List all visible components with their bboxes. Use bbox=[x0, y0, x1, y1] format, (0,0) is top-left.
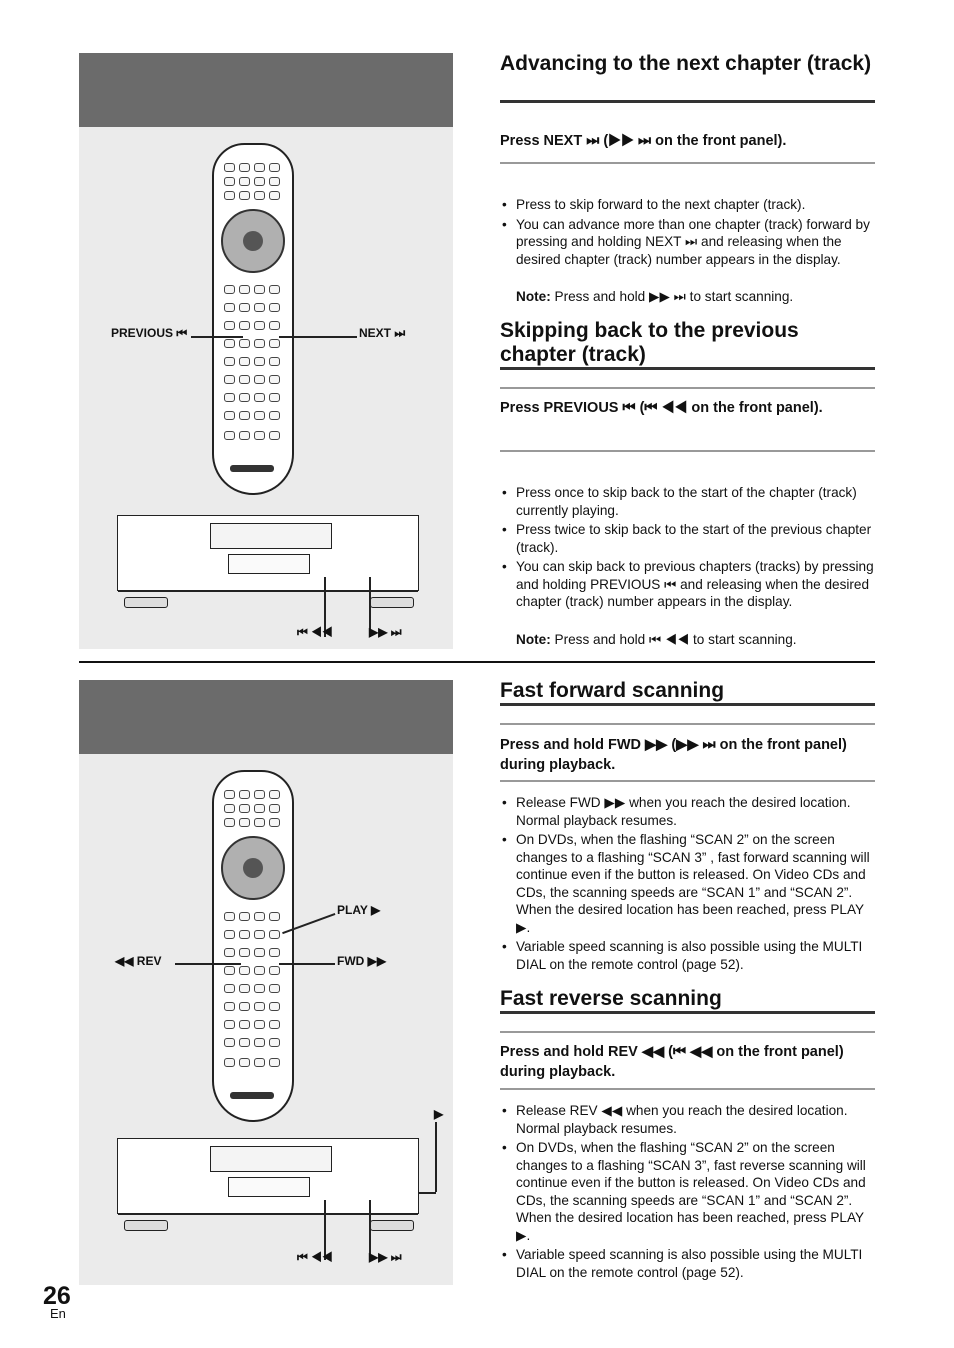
label-front-next: ▶▶ ⏭ bbox=[369, 625, 402, 639]
bullets-fast-reverse bbox=[500, 1102, 875, 1283]
language-code: En bbox=[50, 1306, 66, 1321]
list-item: • On DVDs, when the flashing “SCAN 2” on the screen changes to a flashing “SCAN 3”, fast reverse scanning will continue even if the button is released. On Video CDs and CDs, the scanning speeds are “SCAN 1” and “SCAN 2”. When the desired location has been reached, press PLAY ▶. bbox=[500, 1139, 875, 1244]
label-next: NEXT ⏭ bbox=[359, 326, 406, 340]
section-title-fast-reverse: Fast reverse scanning bbox=[500, 987, 722, 1010]
figure-panel-skip bbox=[79, 53, 453, 649]
list-item: • Variable speed scanning is also possible using the MULTI DIAL on the remote control (page 52). bbox=[500, 938, 875, 973]
list-item: • Press twice to skip back to the start of the previous chapter (track). bbox=[500, 521, 875, 556]
label-fwd: FWD ▶▶ bbox=[337, 954, 387, 968]
page-number: 26 bbox=[43, 1282, 71, 1310]
instruction-fast-reverse: Press and hold REV ◀◀ (⏮ ◀◀ on the front panel) during playback. bbox=[500, 1044, 844, 1080]
dvd-player-illustration bbox=[117, 515, 419, 591]
list-item: • Release FWD ▶▶ when you reach the desired location. Normal playback resumes. bbox=[500, 794, 875, 829]
bullets-next bbox=[500, 196, 875, 270]
section-title-fast-forward: Fast forward scanning bbox=[500, 679, 725, 702]
label-rev: ◀◀ REV bbox=[115, 954, 162, 968]
section-title-next: Advancing to the next chapter (track) bbox=[500, 52, 872, 75]
label-play: PLAY ▶ bbox=[337, 903, 381, 917]
label-previous: PREVIOUS ⏮ bbox=[111, 326, 188, 340]
instruction-fast-forward: Press and hold FWD ▶▶ (▶▶ ⏭ on the front panel) during playback. bbox=[500, 737, 847, 773]
list-item: • Press once to skip back to the start of the chapter (track) currently playing. bbox=[500, 484, 875, 519]
note-next: Note: Press and hold ▶▶ ⏭ to start scanning. bbox=[516, 289, 794, 304]
list-item: • Release REV ◀◀ when you reach the desired location. Normal playback resumes. bbox=[500, 1102, 875, 1137]
brand-logo bbox=[230, 1092, 274, 1099]
section-title-previous: Skipping back to the previous chapter (track) bbox=[500, 319, 799, 366]
instruction-next: Press NEXT ⏭ (▶▶ ⏭ on the front panel). bbox=[500, 133, 787, 149]
multi-dial-icon bbox=[221, 836, 285, 900]
figure-panel-scan bbox=[79, 680, 453, 1285]
remote-control-illustration bbox=[212, 770, 294, 1122]
label-front-play: ▶ bbox=[434, 1107, 444, 1121]
note-previous: Note: Press and hold ⏮ ◀◀ to start scanning. bbox=[516, 632, 797, 647]
list-item: • Variable speed scanning is also possible using the MULTI DIAL on the remote control (page 52). bbox=[500, 1246, 875, 1281]
panel-header-band bbox=[79, 680, 453, 754]
remote-control-illustration bbox=[212, 143, 294, 495]
bullets-fast-forward bbox=[500, 794, 875, 975]
label-front-next: ▶▶ ⏭ bbox=[369, 1250, 402, 1264]
list-item: • On DVDs, when the flashing “SCAN 2” on the screen changes to a flashing “SCAN 3” , fast forward scanning will continue even if the button is released. On Video CDs and CDs, the scanning speeds are “SCAN 1” and “SCAN 2”. When the desired location has been reached, press PLAY ▶. bbox=[500, 831, 875, 936]
multi-dial-icon bbox=[221, 209, 285, 273]
instruction-previous: Press PREVIOUS ⏮ (⏮ ◀◀ on the front panel). bbox=[500, 400, 823, 416]
panel-header-band bbox=[79, 53, 453, 127]
section-divider bbox=[79, 661, 875, 663]
label-front-prev: ⏮ ◀◀ bbox=[297, 1250, 333, 1264]
list-item: • You can advance more than one chapter (track) forward by pressing and holding NEXT ⏭ and releasing when the desired chapter (track) number appears in the display. bbox=[500, 216, 875, 269]
brand-logo bbox=[230, 465, 274, 472]
list-item: • Press to skip forward to the next chapter (track). bbox=[500, 196, 875, 214]
label-front-prev: ⏮ ◀◀ bbox=[297, 625, 333, 639]
list-item: • You can skip back to previous chapters (tracks) by pressing and holding PREVIOUS ⏮ and releasing when the desired chapter (track) number appears in the display. bbox=[500, 558, 875, 611]
dvd-player-illustration bbox=[117, 1138, 419, 1214]
bullets-previous bbox=[500, 484, 875, 613]
